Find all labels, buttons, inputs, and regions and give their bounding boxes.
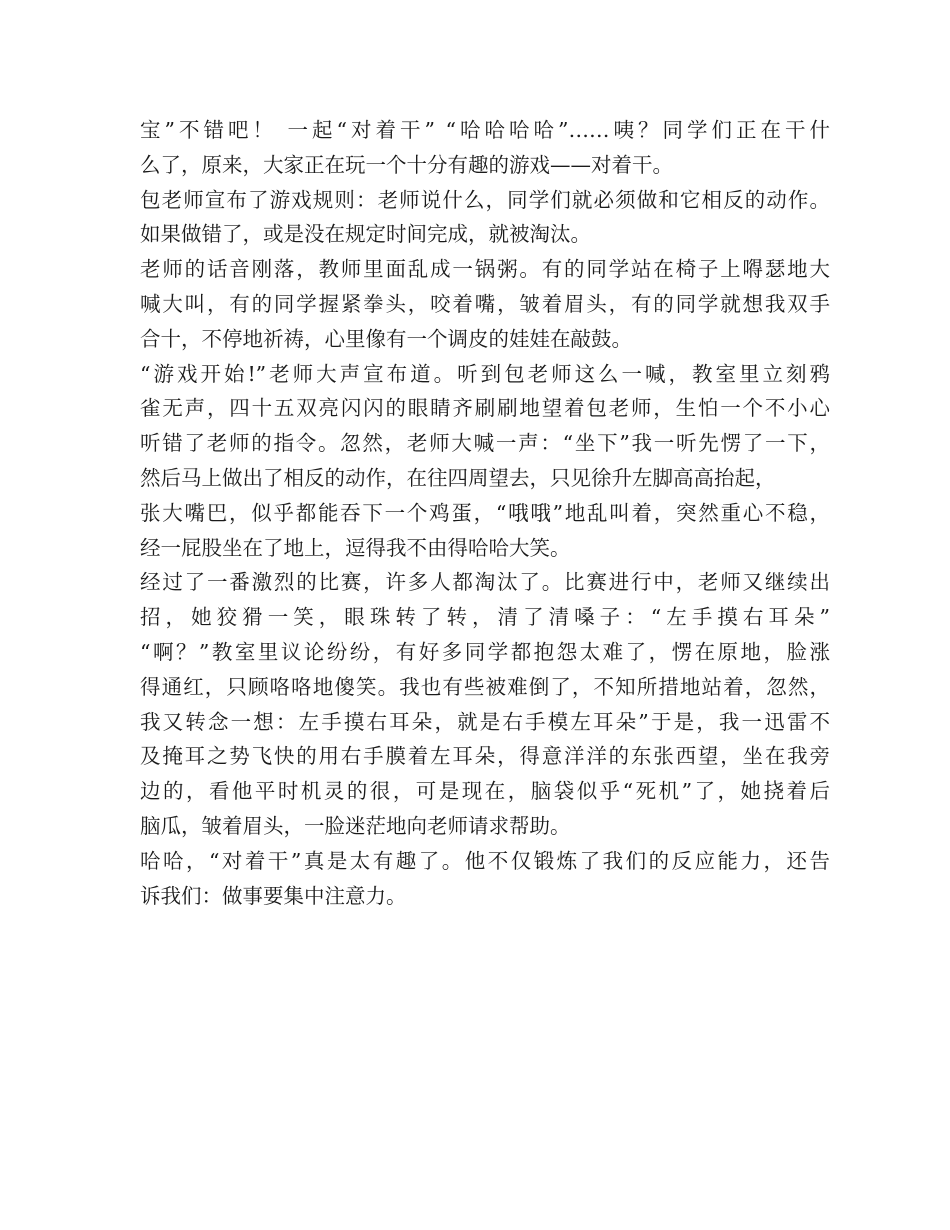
text-line: 喊大叫，有的同学握紧拳头，咬着嘴，皱着眉头，有的同学就想我双手 <box>140 291 830 316</box>
text-line: 经一屁股坐在了地上，逗得我不由得哈哈大笑。 <box>140 535 571 560</box>
text-line: 雀无声，四十五双亮闪闪的眼睛齐刷刷地望着包老师，生怕一个不小心 <box>140 396 830 421</box>
text-line: 哈哈，“对着干”真是太有趣了。他不仅锻炼了我们的反应能力，还告 <box>140 848 830 873</box>
text-line: 经过了一番激烈的比赛，许多人都淘汰了。比赛进行中，老师又继续出 <box>140 570 830 595</box>
text-line: 及掩耳之势飞快的用右手膜着左耳朵，得意洋洋的东张西望，坐在我旁 <box>140 744 830 769</box>
text-line: 边的，看他平时机灵的很，可是现在，脑袋似乎“死机”了，她挠着后 <box>140 779 830 804</box>
text-line: 听错了老师的指令。忽然，老师大喊一声：“坐下”我一听先愣了一下， <box>140 431 830 456</box>
text-line: 诉我们：做事要集中注意力。 <box>140 883 407 908</box>
text-line: 脑瓜，皱着眉头，一脸迷茫地向老师请求帮助。 <box>140 813 571 838</box>
text-line: 宝”不错吧！ 一起“对着干” “哈哈哈哈”……咦？同学们正在干什 <box>140 118 830 142</box>
text-line: 如果做错了，或是没在规定时间完成，就被淘汰。 <box>140 222 591 247</box>
text-line: 么了，原来，大家正在玩一个十分有趣的游戏——对着干。 <box>140 152 673 177</box>
text-line: “游戏开始!”老师大声宣布道。听到包老师这么一喊，教室里立刻鸦 <box>140 361 830 386</box>
text-line: 得通红，只顾咯咯地傻笑。我也有些被难倒了，不知所措地站着，忽然， <box>140 674 830 699</box>
text-line: 包老师宣布了游戏规则：老师说什么，同学们就必须做和它相反的动作。 <box>140 187 830 212</box>
text-line: 老师的话音刚落，教师里面乱成一锅粥。有的同学站在椅子上嘚瑟地大 <box>140 257 830 282</box>
essay-body <box>140 113 830 913</box>
text-line: 招，她狡猾一笑，眼珠转了转，清了清嗓子：“左手摸右耳朵” <box>140 605 830 630</box>
text-line: 张大嘴巴，似乎都能吞下一个鸡蛋，“哦哦”地乱叫着，突然重心不稳， <box>140 500 830 525</box>
text-line: 然后马上做出了相反的动作，在往四周望去，只见徐升左脚高高抬起， <box>140 465 776 490</box>
text-line: 合十，不停地祈祷，心里像有一个调皮的娃娃在敲鼓。 <box>140 326 632 351</box>
text-line: “啊？”教室里议论纷纷，有好多同学都抱怨太难了，愣在原地，脸涨 <box>140 639 830 664</box>
text-line: 我又转念一想：左手摸右耳朵，就是右手模左耳朵”于是，我一迅雷不 <box>140 709 830 734</box>
